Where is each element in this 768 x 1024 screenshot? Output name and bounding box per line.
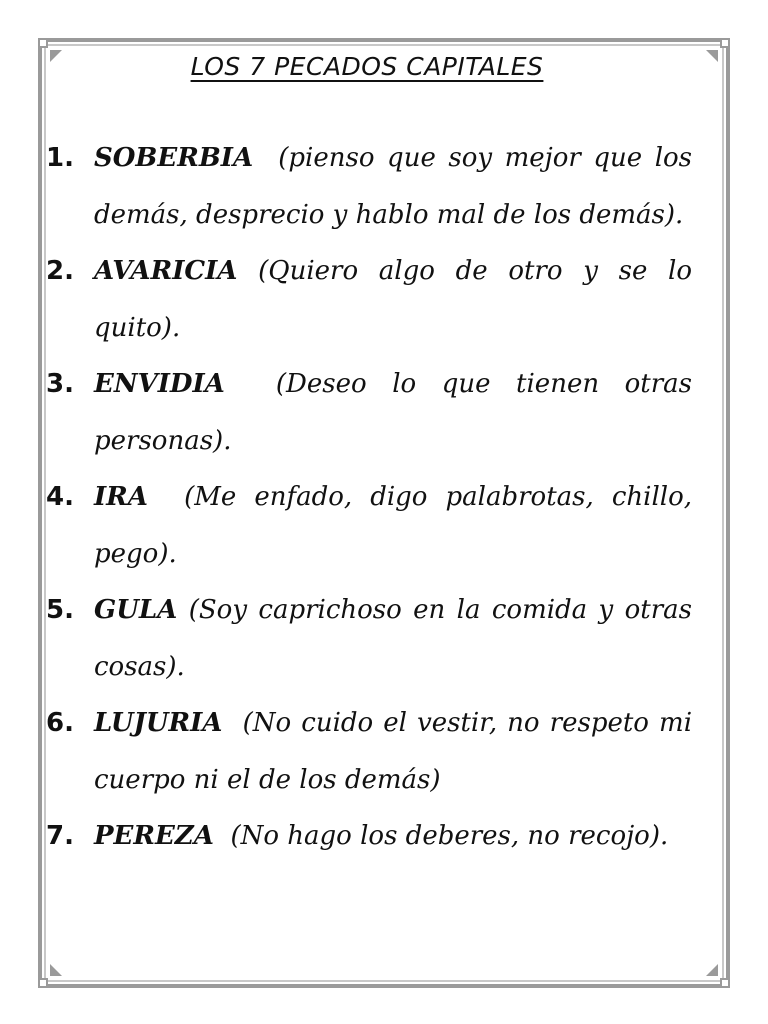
sin-name: AVARICIA [94, 256, 238, 286]
sin-description: (No hago los deberes, no recojo). [230, 821, 669, 851]
sin-description: (Deseo lo que tienen otras personas). [94, 369, 692, 456]
item-number: 2. [46, 256, 74, 286]
sin-name: SOBERBIA [94, 143, 254, 173]
corner-square-bottom-left [38, 978, 48, 988]
item-number: 3. [46, 369, 74, 399]
corner-ornament-bottom-left [50, 964, 62, 976]
item-number: 4. [46, 482, 74, 512]
sin-description: (pienso que soy mejor que los demás, desprecio y hablo mal de los demás). [94, 143, 693, 230]
list-item [46, 356, 692, 469]
list-item [46, 695, 692, 808]
item-number: 7. [46, 821, 74, 851]
sin-name: IRA [94, 482, 148, 512]
sin-name: PEREZA [94, 821, 214, 851]
corner-square-top-right [720, 38, 730, 48]
page-title: LOS 7 PECADOS CAPITALES [190, 52, 544, 81]
item-number: 5. [46, 595, 74, 625]
sin-name: LUJURIA [94, 708, 223, 738]
sin-description: (No cuido el vestir, no respeto mi cuerpo ni el de los demás) [94, 708, 693, 795]
corner-square-top-left [38, 38, 48, 48]
sin-description: (Quiero algo de otro y se lo quito). [94, 256, 692, 343]
sin-name: GULA [94, 595, 178, 625]
list-item [46, 243, 692, 356]
sin-description: (Soy caprichoso en la comida y otras cosas). [94, 595, 692, 682]
sins-list [46, 130, 692, 865]
sin-name: ENVIDIA [94, 369, 225, 399]
list-item [46, 808, 692, 865]
item-number: 6. [46, 708, 74, 738]
list-item [46, 469, 692, 582]
list-item [46, 582, 692, 695]
corner-square-bottom-right [720, 978, 730, 988]
list-item [46, 130, 692, 243]
item-number: 1. [46, 143, 74, 173]
corner-ornament-bottom-right [706, 964, 718, 976]
sin-description: (Me enfado, digo palabrotas, chillo, pego). [94, 482, 693, 569]
